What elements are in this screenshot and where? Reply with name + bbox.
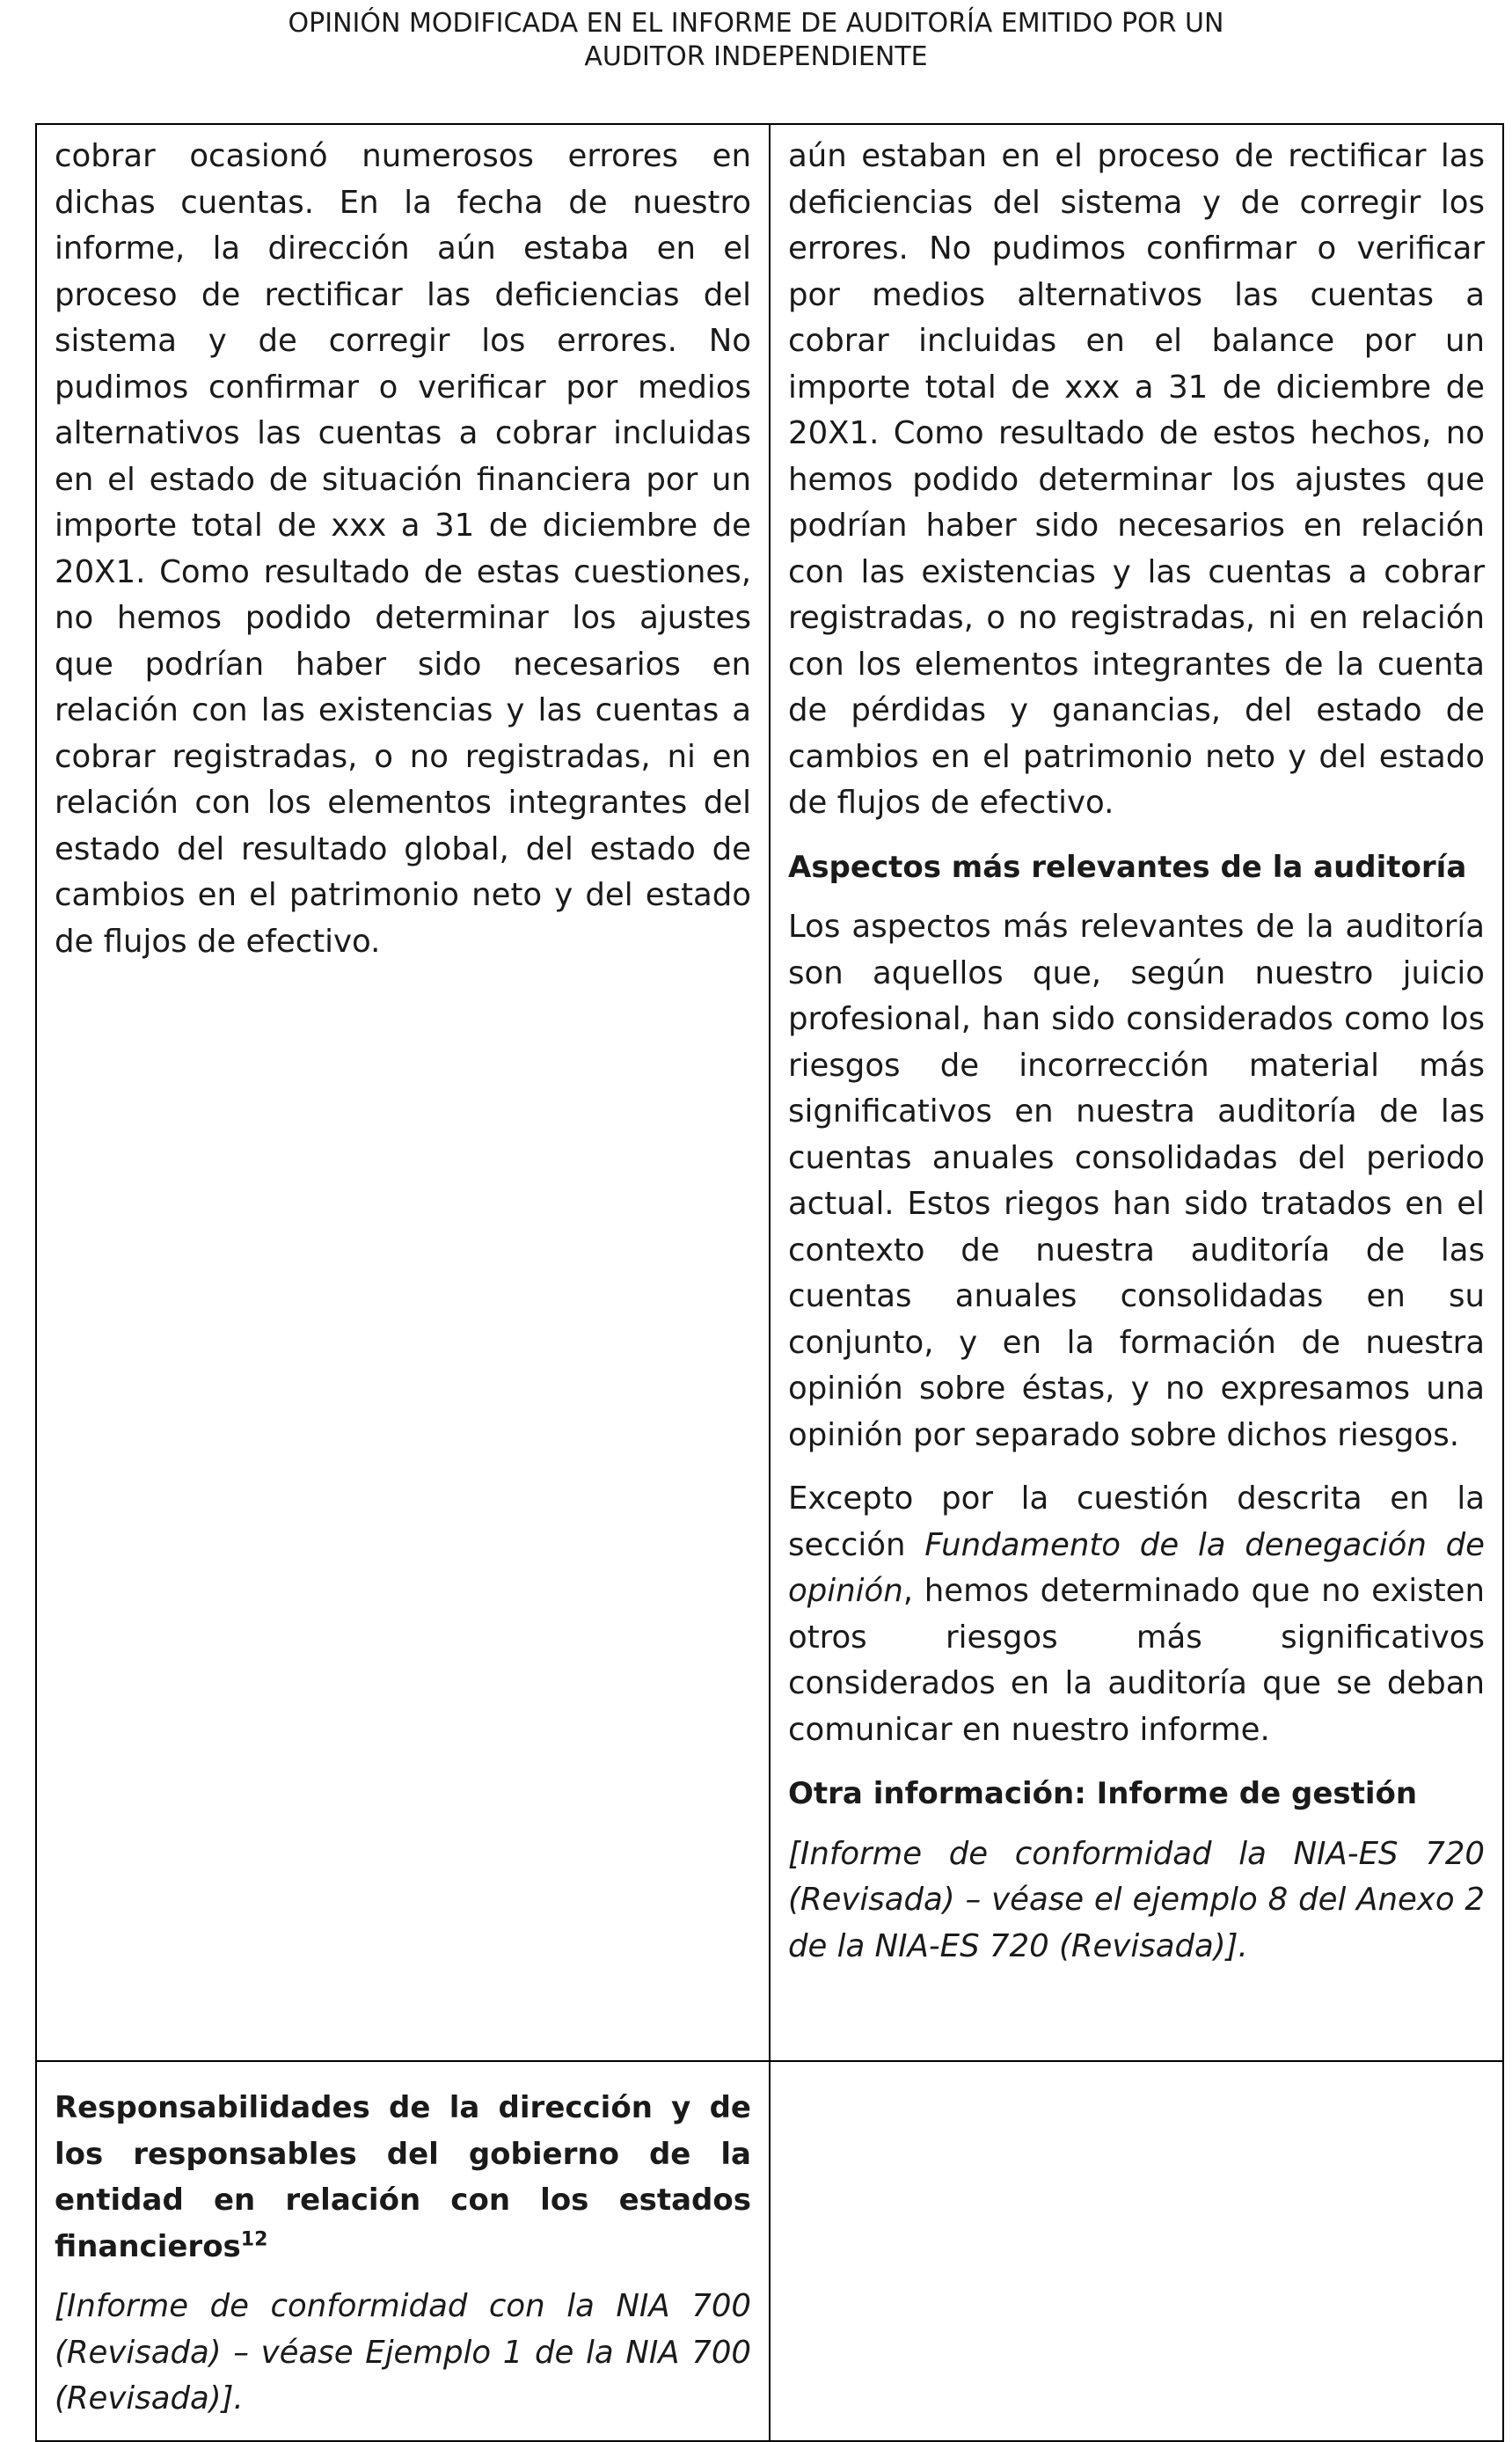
key-matters-heading: Aspectos más relevantes de la auditoría [788,849,1467,885]
bottom-right-cell [770,2061,1503,2441]
table-row [36,2061,1503,2441]
responsibilities-heading-text: Responsabilidades de la dirección y de los responsables del gobierno de la entidad en relación con los estados financieros [55,2090,751,2264]
header-line-1: OPINIÓN MODIFICADA EN EL INFORME DE AUDITORÍA EMITIDO POR UN [288,8,1224,39]
key-matters-paragraph: Los aspectos más relevantes de la auditoría son aquellos que, según nuestro juicio profesional, han sido considerados como los riesgos de incorrección material más significativos en nuestra auditoría de las cuentas anuales consolidadas del periodo actual. Estos riegos han sido tratados en el contexto de nuestra auditoría de las cuentas anuales consolidadas en su conjunto, y en la formación de nuestra opinión sobre éstas, y no expresamos una opinión por separado sobre dichos riesgos. [788,909,1485,1453]
except-text-end: , hemos determinado que no existen otros riesgos más significativos considerados en la auditoría que se deban comunicar en nuestro informe. [788,1573,1485,1748]
bottom-left-cell [36,2061,770,2441]
except-section-reference: Fundamento de la denegación de opinión [788,1526,1485,1609]
other-info-paragraph: [Informe de conformidad la NIA-ES 720 (Revisada) – véase el ejemplo 8 del Anexo 2 de la NIA-ES 720 (Revisada)]. [788,1835,1485,1964]
page-header [0,7,1512,74]
table-row [36,124,1503,2061]
right-column-cell [770,124,1503,2061]
right-body-paragraph: aún estaban en el proceso de rectificar las deficiencias del sistema y de corregir los errores. No pudimos confirmar o verificar por medios alternativos las cuentas a cobrar incluidas en el balance por un importe total de xxx a 31 de diciembre de 20X1. Como resultado de estos hechos, no hemos podido determinar los ajustes que podrían haber sido necesarios en relación con las existencias y las cuentas a cobrar registradas, o no registradas, ni en relación con los elementos integrantes de la cuenta de pérdidas y ganancias, del estado de cambios en el patrimonio neto y del estado de flujos de efectivo. [788,138,1485,821]
responsibilities-paragraph: [Informe de conformidad con la NIA 700 (Revisada) – véase Ejemplo 1 de la NIA 700 (Revisada)]. [55,2288,751,2416]
except-text-start: Excepto por la cuestión descrita en la sección [788,1481,1485,1563]
other-info-heading: Otra información: Informe de gestión [788,1776,1418,1811]
left-body-paragraph: cobrar ocasionó numerosos errores en dichas cuentas. En la fecha de nuestro informe, la dirección aún estaba en el proceso de rectificar las deficiencias del sistema y de corregir los errores. No pudimos confirmar o verificar por medios alternativos las cuentas a cobrar incluidas en el estado de situación financiera por un importe total de xxx a 31 de diciembre de 20X1. Como resultado de estas cuestiones, no hemos podido determinar los ajustes que podrían haber sido necesarios en relación con las existencias y las cuentas a cobrar registradas, o no registradas, ni en relación con los elementos integrantes del estado del resultado global, del estado de cambios en el patrimonio neto y del estado de flujos de efectivo. [55,138,751,960]
header-line-2: AUDITOR INDEPENDIENTE [584,41,928,72]
responsibilities-heading [55,2085,751,2270]
footnote-marker: 12 [240,2228,268,2251]
left-column-cell [36,124,770,2061]
except-paragraph [788,1476,1485,1753]
comparison-table [35,123,1504,2442]
